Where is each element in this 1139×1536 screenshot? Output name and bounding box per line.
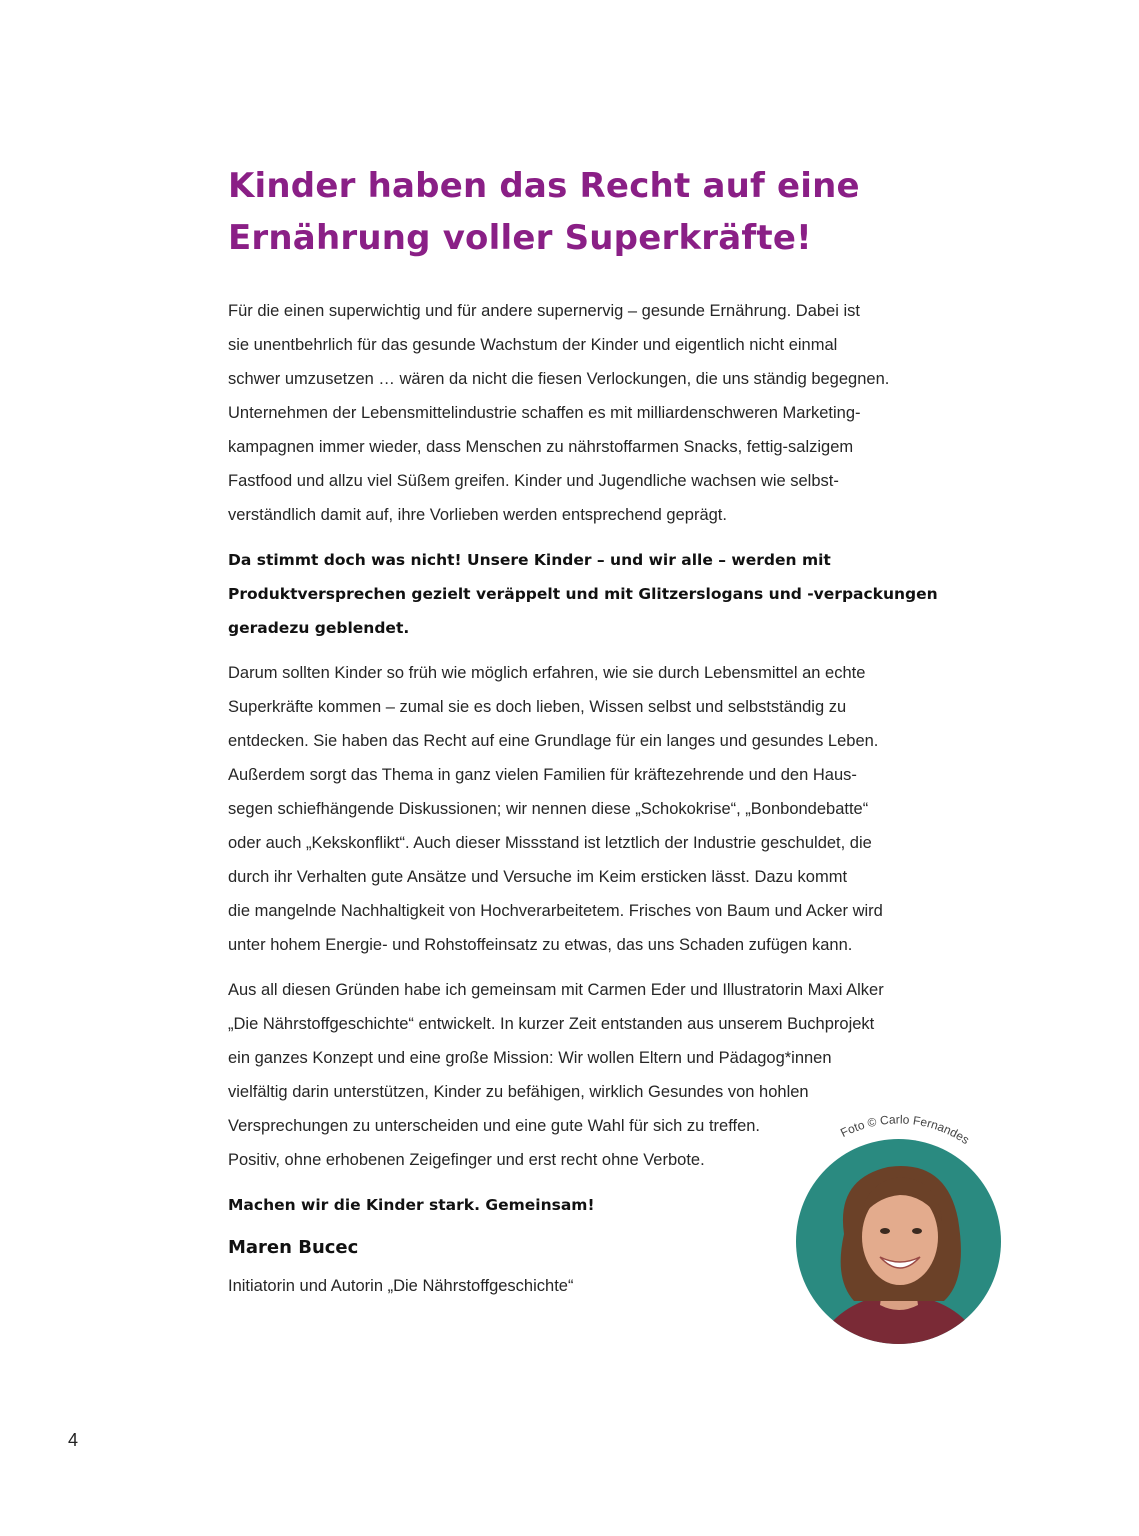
heading-line-1: Kinder haben das Recht auf eine	[228, 166, 860, 206]
text-line: Außerdem sorgt das Thema in ganz vielen Familien für kräftezehrende und den Haus-	[228, 766, 857, 784]
text-line: Für die einen superwichtig und für andere supernervig – gesunde Ernährung. Dabei ist	[228, 302, 860, 320]
heading-line-2: Ernährung voller Superkräfte!	[228, 218, 812, 258]
paragraph-emphasis	[228, 543, 973, 645]
paragraph-intro	[228, 294, 973, 532]
text-line: segen schiefhängende Diskussionen; wir nennen diese „Schokokrise“, „Bonbondebatte“	[228, 800, 869, 818]
text-line: unter hohem Energie- und Rohstoffeinsatz zu etwas, das uns Schaden zufügen kann.	[228, 936, 853, 954]
text-line: Superkräfte kommen – zumal sie es doch lieben, Wissen selbst und selbstständig zu	[228, 698, 847, 716]
text-line: entdecken. Sie haben das Recht auf eine Grundlage für ein langes und gesundes Leben.	[228, 732, 879, 750]
photo-credit-path: Foto © Carlo Fernandes	[838, 1112, 972, 1148]
author-name: Maren Bucec	[228, 1237, 359, 1258]
text-line: Produktversprechen gezielt veräppelt und mit Glitzerslogans und -verpackungen	[228, 585, 938, 603]
text-line: oder auch „Kekskonflikt“. Auch dieser Missstand ist letztlich der Industrie geschuldet, die	[228, 834, 872, 852]
photo-credit	[760, 1090, 1050, 1290]
text-line: „Die Nährstoffgeschichte“ entwickelt. In kurzer Zeit entstanden aus unserem Buchprojekt	[228, 1015, 875, 1033]
text-line: Unternehmen der Lebensmittelindustrie schaffen es mit milliardenschweren Marketing-	[228, 404, 861, 422]
paragraph-superpowers	[228, 656, 973, 962]
text-line: Positiv, ohne erhobenen Zeigefinger und erst recht ohne Verbote.	[228, 1151, 705, 1169]
page-heading	[228, 160, 988, 264]
text-line: geradezu geblendet.	[228, 619, 410, 637]
photo-credit-text	[838, 1112, 972, 1147]
text-line: Machen wir die Kinder stark. Gemeinsam!	[228, 1196, 595, 1214]
text-line: Da stimmt doch was nicht! Unsere Kinder – und wir alle – werden mit	[228, 551, 831, 569]
author-role: Initiatorin und Autorin „Die Nährstoffgeschichte“	[228, 1277, 574, 1295]
page-number: 4	[68, 1430, 79, 1450]
text-line: verständlich damit auf, ihre Vorlieben werden entsprechend geprägt.	[228, 506, 727, 524]
text-line: ein ganzes Konzept und eine große Mission: Wir wollen Eltern und Pädagog*innen	[228, 1049, 832, 1067]
text-line: vielfältig darin unterstützen, Kinder zu befähigen, wirklich Gesundes von hohlen	[228, 1083, 809, 1101]
text-line: Versprechungen zu unterscheiden und eine gute Wahl für sich zu treffen.	[228, 1117, 761, 1135]
text-line: Darum sollten Kinder so früh wie möglich erfahren, wie sie durch Lebensmittel an echte	[228, 664, 866, 682]
text-line: sie unentbehrlich für das gesunde Wachstum der Kinder und eigentlich nicht einmal	[228, 336, 838, 354]
text-line: Aus all diesen Gründen habe ich gemeinsam mit Carmen Eder und Illustratorin Maxi Alker	[228, 981, 884, 999]
text-line: kampagnen immer wieder, dass Menschen zu nährstoffarmen Snacks, fettig-salzigem	[228, 438, 854, 456]
text-line: Fastfood und allzu viel Süßem greifen. Kinder und Jugendliche wachsen wie selbst-	[228, 472, 839, 490]
text-line: durch ihr Verhalten gute Ansätze und Versuche im Keim ersticken lässt. Dazu kommt	[228, 868, 848, 886]
text-line: die mangelnde Nachhaltigkeit von Hochverarbeitetem. Frisches von Baum und Acker wird	[228, 902, 883, 920]
text-line: schwer umzusetzen … wären da nicht die fiesen Verlockungen, die uns ständig begegnen.	[228, 370, 890, 388]
